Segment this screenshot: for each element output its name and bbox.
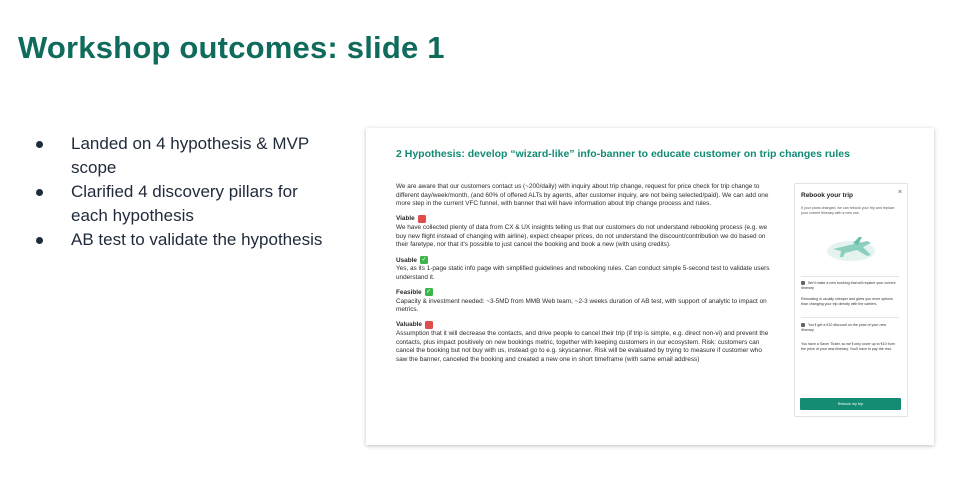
section-label: Viable (396, 215, 415, 223)
option-2[interactable] (801, 323, 899, 333)
divider (801, 276, 899, 277)
status-check-icon: ✓ (421, 256, 427, 263)
section-viable (396, 215, 774, 250)
section-text: We have collected plenty of data from CX & UX insights telling us that our customers do not understand rebooking process (e.g. we buy new flight instead of changing with airline), expect cheaper prices, do not understand the discount/contribution we do based on their faretype, nor that it's possible to just cancel the booking and book a new (with using credits). (396, 224, 768, 249)
status-check-icon: ✓ (426, 289, 432, 296)
card-title: 2 Hypothesis: develop “wizard-like” info-banner to educate customer on trip changes rules (396, 148, 850, 160)
section-text: Assumption that it will decrease the contacts, and drive people to cancel their trip (if trip is simple, e.g. direct non-vi) and prevent the contacts, plus impact positively on new bookings metric, together with keeping customers in our ecosystem. Risk: customers can cancel the booking but not buy with us, instead go to e.g. skyscanner. Risk will be evaluated by trying to measure if customer who saw the banner, canceled the booking and created a new one in short timeframe (with same email address) (396, 330, 769, 363)
section-label: Feasible (396, 289, 422, 296)
option-2-text: You'll get a €10 discount on the price of your new itinerary (801, 323, 887, 332)
section-label: Valuable (396, 321, 422, 329)
section-label: Usable (396, 256, 417, 264)
card-body (396, 183, 774, 370)
close-icon[interactable]: × (897, 189, 902, 196)
bullet-text: AB test to validate the hypothesis (71, 230, 323, 249)
rebook-button[interactable]: Rebook my trip (800, 398, 901, 410)
bullet-text: Landed on 4 hypothesis & MVP scope (71, 134, 309, 177)
intro-text: We are aware that our customers contact us (~200/daily) with inquiry about trip change, request for price check for trip change to different day/week/month, (and 60% of offered ALTs by agents, after customer inquiry, are not being selected/paid). We can add one more step in the current VFC funnel, with banner that will have information about trip change process and rules. (396, 183, 769, 208)
option-1[interactable] (801, 281, 899, 291)
rebook-mockup (794, 183, 908, 417)
hypothesis-card (366, 128, 934, 445)
bullet-item (36, 228, 336, 252)
bullet-item (36, 180, 336, 228)
section-feasible (396, 288, 774, 314)
status-red-icon (418, 215, 426, 223)
bullet-dot (36, 141, 43, 148)
section-usable (396, 256, 774, 282)
slide-title: Workshop outcomes: slide 1 (18, 30, 445, 65)
bullet-dot (36, 237, 43, 244)
mockup-subtitle: If your plans changed, we can rebook your trip and replace your current itinerary with a new one. (801, 206, 895, 215)
discount-icon (801, 323, 805, 327)
option-1-text: We'll make a new booking that will replace your current itinerary (801, 281, 896, 290)
bullet-list (36, 132, 336, 252)
option-1-detail: Rebooking is usually cheaper and gives you more options than changing your trip directly with the carriers. (801, 297, 893, 306)
section-text: Yes, as its 1-page static info page with simplified guidelines and rebooking rules. Can conduct simple 5-second test to validate users understand it. (396, 265, 770, 281)
bullet-item (36, 132, 336, 180)
divider (801, 317, 899, 318)
option-2-detail: You have a Saver Ticket, so we'll only cover up to €10 from the price of your new itinerary. You'll have to pay the rest. (801, 342, 895, 351)
section-valuable (396, 321, 774, 365)
bullet-text: Clarified 4 discovery pillars for each hypothesis (71, 182, 298, 225)
section-text: Capacity & investment needed: ~3-5MD from MMB Web team, ~2-3 weeks duration of AB test, with support of analytic to impact on metrics. (396, 297, 767, 314)
plane-illustration (823, 229, 879, 265)
status-red-icon (425, 321, 433, 329)
info-icon (801, 281, 805, 285)
mockup-title: Rebook your trip (801, 192, 854, 199)
bullet-dot (36, 189, 43, 196)
